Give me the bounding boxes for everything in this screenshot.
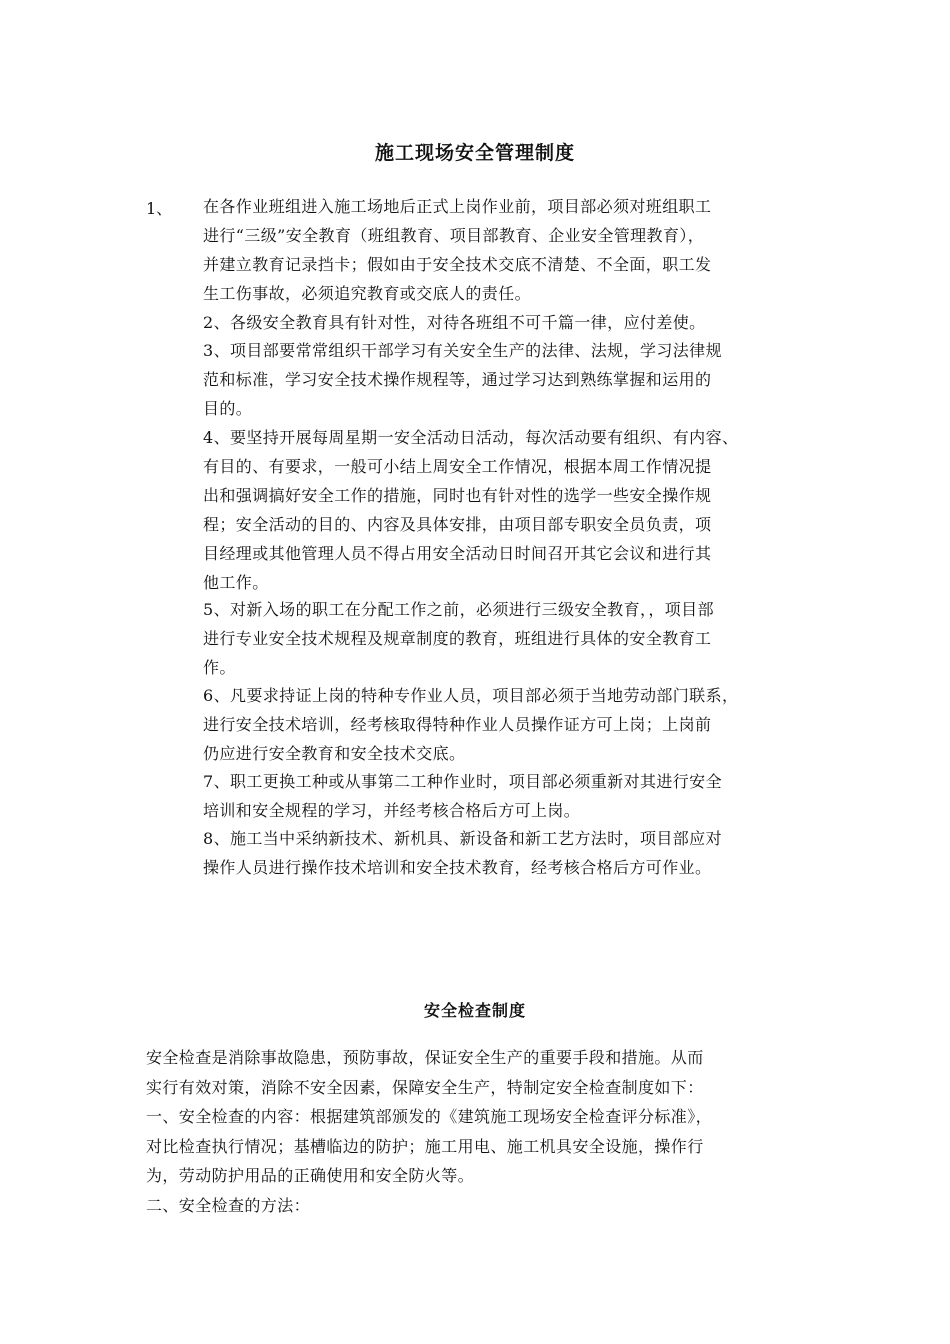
item-3: [203, 336, 828, 423]
text-line: 实行有效对策，消除不安全因素，保障安全生产，特制定安全检查制度如下：: [146, 1077, 704, 1097]
text-line: 二、安全检查的方法：: [146, 1195, 311, 1215]
item-2: [203, 308, 828, 337]
text-line: 对比检查执行情况；基槽临边的防护；施工用电、施工机具安全设施，操作行: [146, 1136, 704, 1156]
text-line: 培训和安全规程的学习，并经考核合格后方可上岗。: [203, 801, 581, 820]
text-line: 并建立教育记录挡卡；假如由于安全技术交底不清楚、不全面，职工发: [203, 255, 712, 274]
text-line: 出和强调搞好安全工作的措施，同时也有针对性的选学一些安全操作规: [203, 486, 712, 505]
text-line: 2、各级安全教育具有针对性，对待各班组不可千篇一律，应付差使。: [203, 313, 706, 332]
section-paragraph: [146, 1043, 826, 1220]
text-line: 4、要坚持开展每周星期一安全活动日活动，每次活动要有组织、有内容、: [203, 428, 739, 447]
text-line: 目的。: [203, 399, 253, 418]
text-line: 作。: [203, 658, 236, 677]
item-6: [203, 681, 828, 768]
text-line: 程；安全活动的目的、内容及具体安排，由项目部专职安全员负责，项: [203, 515, 712, 534]
item-1: [203, 192, 828, 308]
text-line: 进行“三级”安全教育（班组教育、项目部教育、企业安全管理教育），: [203, 226, 705, 245]
text-line: 进行专业安全技术规程及规章制度的教育，班组进行具体的安全教育工: [203, 629, 712, 648]
text-line: 安全检查是消除事故隐患，预防事故，保证安全生产的重要手段和措施。从而: [146, 1048, 704, 1067]
item-7: [203, 767, 828, 825]
text-line: 在各作业班组进入施工场地后正式上岗作业前，项目部必须对班组职工: [203, 197, 712, 216]
text-line: 目经理或其他管理人员不得占用安全活动日时间召开其它会议和进行其: [203, 544, 712, 563]
text-line: 一、安全检查的内容：根据建筑部颁发的《建筑施工现场安全检查评分标准》，: [146, 1107, 713, 1126]
text-line: 3、项目部要常常组织干部学习有关安全生产的法律、法规，学习法律规: [203, 341, 722, 360]
text-line: 8、施工当中采纳新技术、新机具、新设备和新工艺方法时，项目部应对: [203, 829, 722, 848]
item-8: [203, 824, 828, 882]
text-line: 为，劳动防护用品的正确使用和安全防火等。: [146, 1166, 475, 1185]
text-line: 他工作。: [203, 573, 269, 592]
document-title: 施工现场安全管理制度: [374, 142, 575, 164]
section-title: 安全检查制度: [423, 1001, 526, 1020]
text-line: 生工伤事故，必须追究教育或交底人的责任。: [203, 284, 532, 303]
text-line: 有目的、有要求，一般可小结上周安全工作情况，根据本周工作情况提: [203, 457, 712, 476]
text-line: 进行安全技术培训，经考核取得特种作业人员操作证方可上岗；上岗前: [203, 715, 712, 734]
text-line: 仍应进行安全教育和安全技术交底。: [203, 744, 466, 763]
text-line: 范和标准，学习安全技术操作规程等，通过学习达到熟练掌握和运用的: [203, 370, 712, 389]
text-line: 7、职工更换工种或从事第二工种作业时，项目部必须重新对其进行安全: [203, 772, 722, 791]
item-4: [203, 423, 828, 597]
text-line: 5、对新入场的职工在分配工作之前，必须进行三级安全教育，，项目部: [203, 600, 714, 619]
text-line: 操作人员进行操作技术培训和安全技术教育，经考核合格后方可作业。: [203, 858, 712, 877]
text-line: 6、凡要求持证上岗的特种专作业人员，项目部必须于当地劳动部门联系，: [203, 686, 739, 705]
item-5: [203, 595, 828, 682]
item-1-number: 1、: [146, 199, 173, 218]
